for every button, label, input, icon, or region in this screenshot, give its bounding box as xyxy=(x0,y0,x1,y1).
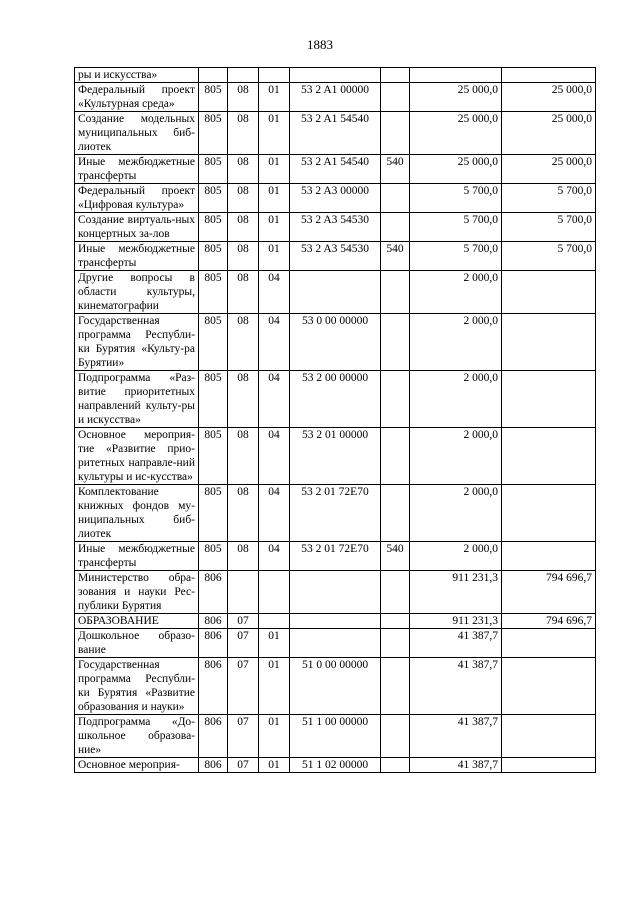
amount-year1-cell: 41 387,7 xyxy=(410,629,502,658)
amount-year2-cell xyxy=(502,371,596,428)
section-code-cell: 08 xyxy=(228,184,259,213)
table-row xyxy=(75,715,596,758)
expense-type-cell xyxy=(381,715,410,758)
table-row xyxy=(75,68,596,83)
budget-table-body xyxy=(75,68,596,773)
table-row xyxy=(75,112,596,155)
amount-year2-cell: 5 700,0 xyxy=(502,184,596,213)
table-row xyxy=(75,758,596,773)
section-code-cell: 08 xyxy=(228,213,259,242)
amount-year2-cell xyxy=(502,271,596,314)
section-code-cell: 07 xyxy=(228,715,259,758)
section-code-cell: 07 xyxy=(228,758,259,773)
department-code-cell: 805 xyxy=(199,428,228,485)
subsection-code-cell xyxy=(259,614,290,629)
target-article-cell: 53 2 A1 54540 xyxy=(290,155,381,184)
subsection-code-cell: 01 xyxy=(259,155,290,184)
target-article-cell: 53 2 A3 54530 xyxy=(290,242,381,271)
target-article-cell xyxy=(290,271,381,314)
amount-year1-cell: 25 000,0 xyxy=(410,83,502,112)
subsection-code-cell: 01 xyxy=(259,629,290,658)
target-article-cell: 51 1 00 00000 xyxy=(290,715,381,758)
target-article-cell xyxy=(290,614,381,629)
department-code-cell: 806 xyxy=(199,715,228,758)
amount-year2-cell: 25 000,0 xyxy=(502,83,596,112)
expense-type-cell xyxy=(381,758,410,773)
department-code-cell: 805 xyxy=(199,242,228,271)
table-row xyxy=(75,184,596,213)
item-name-cell: Федеральный проект «Культурная среда» xyxy=(75,83,199,112)
subsection-code-cell xyxy=(259,571,290,614)
amount-year2-cell: 25 000,0 xyxy=(502,112,596,155)
amount-year2-cell xyxy=(502,629,596,658)
amount-year1-cell: 911 231,3 xyxy=(410,614,502,629)
amount-year1-cell: 2 000,0 xyxy=(410,371,502,428)
expense-type-cell xyxy=(381,614,410,629)
subsection-code-cell: 01 xyxy=(259,83,290,112)
department-code-cell xyxy=(199,68,228,83)
department-code-cell: 806 xyxy=(199,571,228,614)
target-article-cell: 53 2 A1 54540 xyxy=(290,112,381,155)
table-row xyxy=(75,242,596,271)
page-number: 1883 xyxy=(307,37,333,52)
amount-year1-cell xyxy=(410,68,502,83)
item-name-cell: Подпрограмма «До-школьное образова-ние» xyxy=(75,715,199,758)
target-article-cell xyxy=(290,68,381,83)
amount-year1-cell: 2 000,0 xyxy=(410,314,502,371)
item-name-cell: Государственная программа Республи-ки Бурятия «Культу-ра Бурятии» xyxy=(75,314,199,371)
subsection-code-cell: 04 xyxy=(259,485,290,542)
item-name-cell: Комплектование книжных фондов му-ниципальных биб-лиотек xyxy=(75,485,199,542)
table-row xyxy=(75,314,596,371)
amount-year2-cell: 794 696,7 xyxy=(502,571,596,614)
section-code-cell: 08 xyxy=(228,112,259,155)
department-code-cell: 806 xyxy=(199,629,228,658)
amount-year2-cell xyxy=(502,542,596,571)
amount-year2-cell: 25 000,0 xyxy=(502,155,596,184)
item-name-cell: ОБРАЗОВАНИЕ xyxy=(75,614,199,629)
expense-type-cell xyxy=(381,485,410,542)
amount-year1-cell: 2 000,0 xyxy=(410,271,502,314)
subsection-code-cell: 04 xyxy=(259,371,290,428)
expense-type-cell: 540 xyxy=(381,242,410,271)
amount-year1-cell: 41 387,7 xyxy=(410,658,502,715)
subsection-code-cell: 04 xyxy=(259,542,290,571)
subsection-code-cell: 04 xyxy=(259,314,290,371)
item-name-cell: Основное мероприя-тие «Развитие прио-ритетных направле-ний культуры и ис-кусства» xyxy=(75,428,199,485)
amount-year2-cell xyxy=(502,485,596,542)
item-name-cell: Дошкольное образо-вание xyxy=(75,629,199,658)
department-code-cell: 805 xyxy=(199,485,228,542)
amount-year1-cell: 41 387,7 xyxy=(410,715,502,758)
target-article-cell: 53 2 01 72E70 xyxy=(290,542,381,571)
section-code-cell: 08 xyxy=(228,155,259,184)
table-row xyxy=(75,485,596,542)
section-code-cell: 07 xyxy=(228,614,259,629)
department-code-cell: 805 xyxy=(199,314,228,371)
expense-type-cell xyxy=(381,629,410,658)
section-code-cell: 08 xyxy=(228,314,259,371)
item-name-cell: Основное мероприя- xyxy=(75,758,199,773)
target-article-cell: 53 0 00 00000 xyxy=(290,314,381,371)
table-row xyxy=(75,614,596,629)
amount-year1-cell: 25 000,0 xyxy=(410,112,502,155)
subsection-code-cell: 01 xyxy=(259,184,290,213)
amount-year2-cell xyxy=(502,758,596,773)
table-row xyxy=(75,571,596,614)
amount-year1-cell: 2 000,0 xyxy=(410,428,502,485)
item-name-cell: Подпрограмма «Раз-витие приоритетных направлений культу-ры и искусства» xyxy=(75,371,199,428)
subsection-code-cell: 01 xyxy=(259,213,290,242)
subsection-code-cell: 04 xyxy=(259,428,290,485)
department-code-cell: 805 xyxy=(199,112,228,155)
subsection-code-cell: 04 xyxy=(259,271,290,314)
expense-type-cell xyxy=(381,571,410,614)
amount-year2-cell xyxy=(502,68,596,83)
section-code-cell: 08 xyxy=(228,271,259,314)
amount-year2-cell: 794 696,7 xyxy=(502,614,596,629)
department-code-cell: 805 xyxy=(199,184,228,213)
expense-type-cell: 540 xyxy=(381,155,410,184)
expense-type-cell xyxy=(381,112,410,155)
subsection-code-cell xyxy=(259,68,290,83)
expense-type-cell xyxy=(381,184,410,213)
target-article-cell: 53 2 01 00000 xyxy=(290,428,381,485)
amount-year2-cell xyxy=(502,428,596,485)
section-code-cell xyxy=(228,571,259,614)
amount-year1-cell: 5 700,0 xyxy=(410,242,502,271)
table-row xyxy=(75,271,596,314)
table-row xyxy=(75,629,596,658)
table-row xyxy=(75,213,596,242)
subsection-code-cell: 01 xyxy=(259,715,290,758)
target-article-cell xyxy=(290,629,381,658)
subsection-code-cell: 01 xyxy=(259,112,290,155)
budget-table xyxy=(74,67,596,773)
department-code-cell: 805 xyxy=(199,371,228,428)
target-article-cell: 53 2 01 72E70 xyxy=(290,485,381,542)
target-article-cell: 53 2 A3 54530 xyxy=(290,213,381,242)
target-article-cell: 53 2 A3 00000 xyxy=(290,184,381,213)
department-code-cell: 805 xyxy=(199,213,228,242)
amount-year1-cell: 2 000,0 xyxy=(410,485,502,542)
item-name-cell: Иные межбюджетные трансферты xyxy=(75,155,199,184)
amount-year1-cell: 41 387,7 xyxy=(410,758,502,773)
expense-type-cell xyxy=(381,213,410,242)
amount-year1-cell: 25 000,0 xyxy=(410,155,502,184)
section-code-cell: 08 xyxy=(228,242,259,271)
subsection-code-cell: 01 xyxy=(259,658,290,715)
item-name-cell: ры и искусства» xyxy=(75,68,199,83)
subsection-code-cell: 01 xyxy=(259,758,290,773)
item-name-cell: Создание виртуаль-ных концертных за-лов xyxy=(75,213,199,242)
item-name-cell: Федеральный проект «Цифровая культура» xyxy=(75,184,199,213)
section-code-cell: 08 xyxy=(228,542,259,571)
amount-year2-cell xyxy=(502,314,596,371)
expense-type-cell xyxy=(381,271,410,314)
expense-type-cell xyxy=(381,428,410,485)
amount-year2-cell xyxy=(502,658,596,715)
department-code-cell: 805 xyxy=(199,271,228,314)
department-code-cell: 806 xyxy=(199,758,228,773)
expense-type-cell xyxy=(381,68,410,83)
table-row xyxy=(75,83,596,112)
section-code-cell: 07 xyxy=(228,658,259,715)
department-code-cell: 805 xyxy=(199,83,228,112)
department-code-cell: 806 xyxy=(199,614,228,629)
table-row xyxy=(75,155,596,184)
item-name-cell: Иные межбюджетные трансферты xyxy=(75,542,199,571)
expense-type-cell: 540 xyxy=(381,542,410,571)
department-code-cell: 805 xyxy=(199,542,228,571)
item-name-cell: Иные межбюджетные трансферты xyxy=(75,242,199,271)
expense-type-cell xyxy=(381,83,410,112)
section-code-cell: 08 xyxy=(228,428,259,485)
expense-type-cell xyxy=(381,314,410,371)
section-code-cell: 08 xyxy=(228,83,259,112)
amount-year1-cell: 5 700,0 xyxy=(410,184,502,213)
amount-year2-cell: 5 700,0 xyxy=(502,213,596,242)
amount-year1-cell: 2 000,0 xyxy=(410,542,502,571)
section-code-cell: 08 xyxy=(228,485,259,542)
expense-type-cell xyxy=(381,658,410,715)
item-name-cell: Министерство обра-зования и науки Рес-публики Бурятия xyxy=(75,571,199,614)
table-row xyxy=(75,658,596,715)
department-code-cell: 805 xyxy=(199,155,228,184)
table-row xyxy=(75,428,596,485)
amount-year1-cell: 5 700,0 xyxy=(410,213,502,242)
amount-year1-cell: 911 231,3 xyxy=(410,571,502,614)
item-name-cell: Создание модельных муниципальных биб-лиотек xyxy=(75,112,199,155)
item-name-cell: Государственная программа Республи-ки Бурятия «Развитие образования и науки» xyxy=(75,658,199,715)
amount-year2-cell: 5 700,0 xyxy=(502,242,596,271)
target-article-cell xyxy=(290,571,381,614)
section-code-cell: 07 xyxy=(228,629,259,658)
target-article-cell: 53 2 A1 00000 xyxy=(290,83,381,112)
target-article-cell: 53 2 00 00000 xyxy=(290,371,381,428)
subsection-code-cell: 01 xyxy=(259,242,290,271)
table-row xyxy=(75,542,596,571)
department-code-cell: 806 xyxy=(199,658,228,715)
section-code-cell xyxy=(228,68,259,83)
target-article-cell: 51 1 02 00000 xyxy=(290,758,381,773)
expense-type-cell xyxy=(381,371,410,428)
section-code-cell: 08 xyxy=(228,371,259,428)
target-article-cell: 51 0 00 00000 xyxy=(290,658,381,715)
amount-year2-cell xyxy=(502,715,596,758)
item-name-cell: Другие вопросы в области культуры, кинематографии xyxy=(75,271,199,314)
table-row xyxy=(75,371,596,428)
